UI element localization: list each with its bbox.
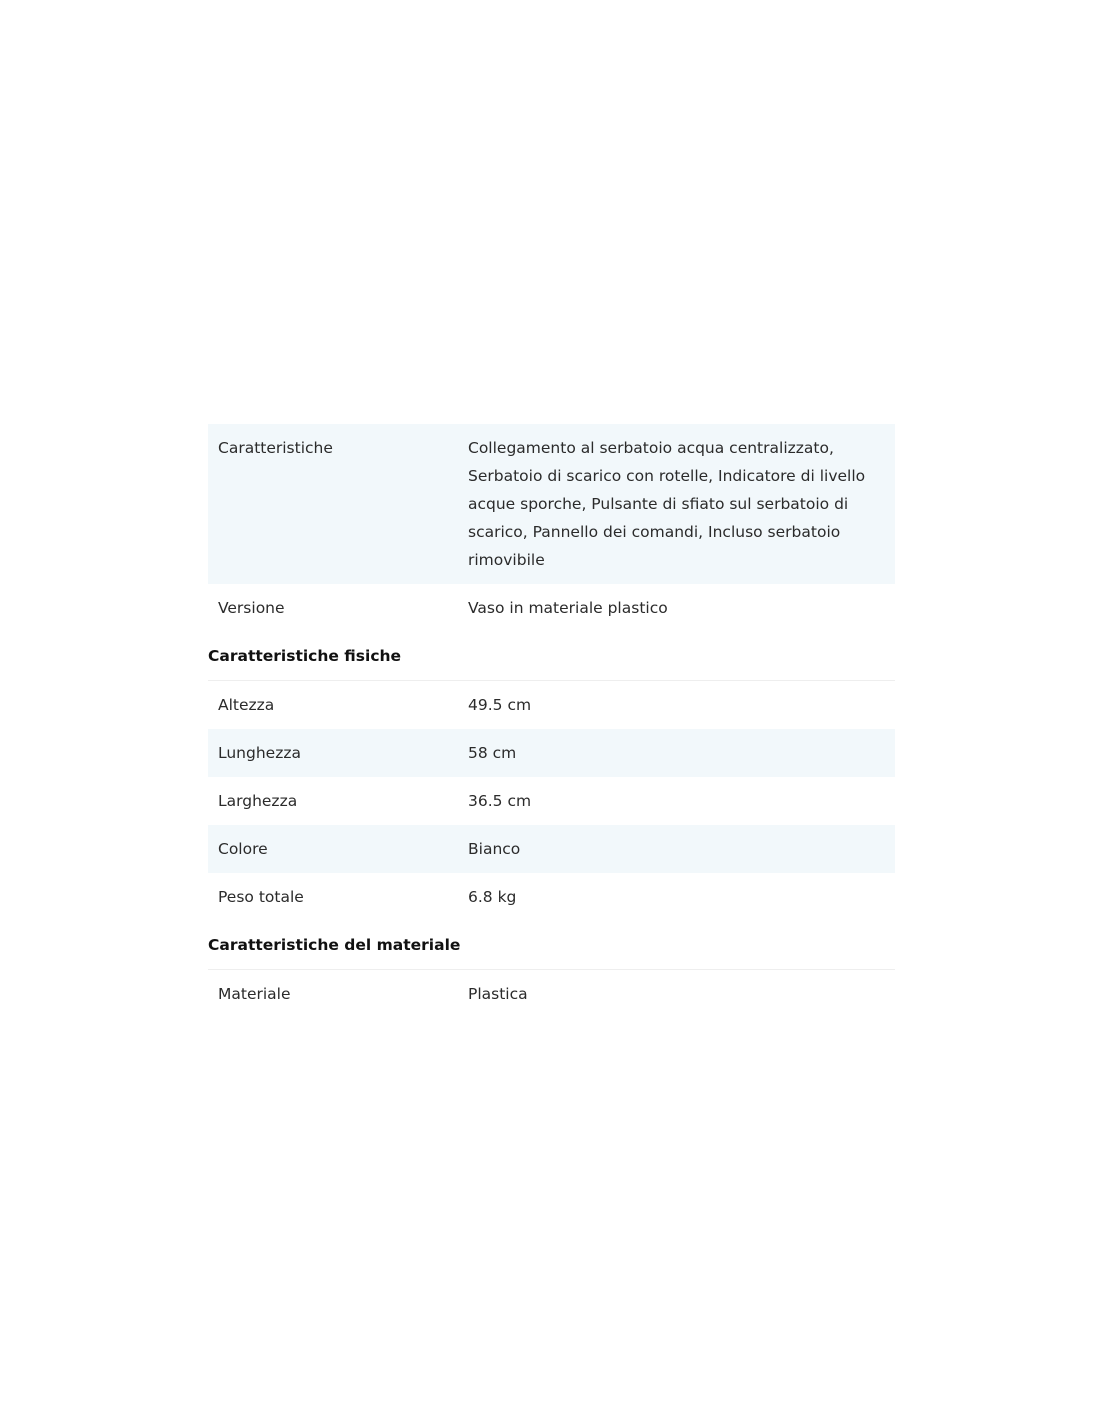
spec-row-materiale	[208, 970, 895, 1018]
spec-row-peso-totale	[208, 873, 895, 921]
spec-value: Bianco	[468, 840, 521, 858]
spec-row-lunghezza	[208, 729, 895, 777]
spec-row-versione	[208, 584, 895, 632]
section-heading-physical: Caratteristiche fisiche	[208, 632, 895, 681]
spec-value: 6.8 kg	[468, 888, 517, 906]
spec-value: 58 cm	[468, 744, 517, 762]
spec-table	[208, 424, 895, 1018]
section-heading-material: Caratteristiche del materiale	[208, 921, 895, 970]
spec-label: Caratteristiche	[218, 439, 333, 457]
spec-value: Plastica	[468, 985, 528, 1003]
spec-label: Lunghezza	[218, 744, 301, 762]
spec-row-colore	[208, 825, 895, 873]
spec-label: Versione	[218, 599, 285, 617]
spec-value: Collegamento al serbatoio acqua centralizzato, Serbatoio di scarico con rotelle, Indicatore di livello acque sporche, Pulsante di sfiato sul serbatoio di scarico, Pannello dei comandi, Incluso serbatoio rimovibile	[468, 439, 866, 569]
spec-label: Colore	[218, 840, 268, 858]
spec-label: Larghezza	[218, 792, 298, 810]
spec-row-caratteristiche	[208, 424, 895, 584]
spec-value: 49.5 cm	[468, 696, 532, 714]
spec-label: Materiale	[218, 985, 291, 1003]
spec-label: Peso totale	[218, 888, 304, 906]
spec-row-larghezza	[208, 777, 895, 825]
spec-value: 36.5 cm	[468, 792, 532, 810]
spec-value: Vaso in materiale plastico	[468, 599, 668, 617]
spec-row-altezza	[208, 681, 895, 729]
spec-label: Altezza	[218, 696, 275, 714]
